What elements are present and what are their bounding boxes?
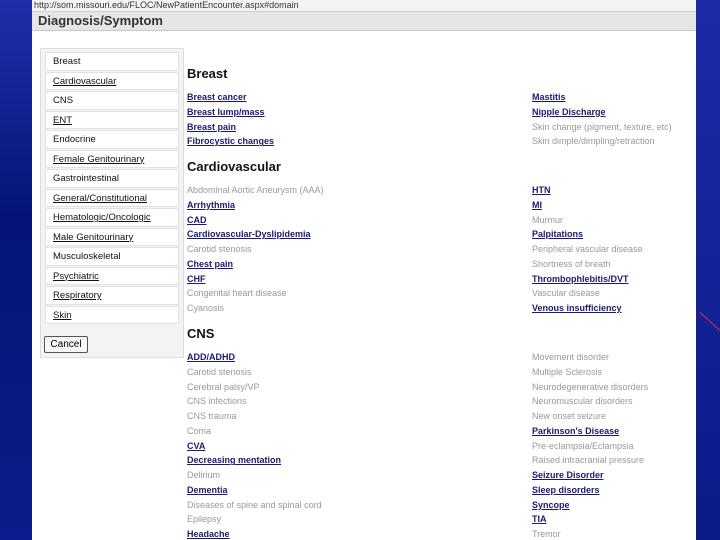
right-column — [532, 350, 692, 540]
diagnosis-item: Abdominal Aortic Aneurysm (AAA) — [187, 185, 324, 195]
diagnosis-item: Diseases of spine and spinal cord — [187, 499, 322, 510]
left-column — [187, 183, 487, 316]
left-column — [187, 350, 487, 540]
cancel-button[interactable]: Cancel — [44, 336, 88, 353]
diagnosis-item: Neurodegenerative disorders — [532, 381, 649, 392]
sidebar-item-endocrine[interactable]: Endocrine — [45, 130, 179, 149]
diagnosis-link[interactable]: CAD — [187, 214, 207, 225]
diagnosis-link[interactable]: Cardiovascular-Dyslipidemia — [187, 229, 311, 240]
diagnosis-link[interactable]: Headache — [187, 529, 230, 539]
diagnosis-item: CNS trauma — [187, 411, 237, 421]
diagnosis-link[interactable]: Breast lump/mass — [187, 106, 265, 117]
sidebar-item-ent[interactable]: ENT — [45, 111, 179, 130]
sidebar-item-female-genitourinary[interactable]: Female Genitourinary — [45, 150, 179, 169]
diagnosis-link[interactable]: CVA — [187, 440, 206, 451]
diagnosis-item: Tremor — [532, 529, 561, 539]
diagnosis-item: Epilepsy — [187, 514, 222, 525]
sidebar-item-male-genitourinary[interactable]: Male Genitourinary — [45, 228, 179, 247]
diagnosis-item: Raised intracranial pressure — [532, 455, 645, 466]
diagnosis-link[interactable]: Nipple Discharge — [532, 106, 606, 117]
diagnosis-link[interactable]: Thrombophlebitis/DVT — [532, 273, 629, 284]
diagnosis-link[interactable]: Arrhythmia — [187, 199, 236, 210]
diagnosis-item: Vascular disease — [532, 288, 600, 299]
diagnosis-item: Neuromuscular disorders — [532, 396, 633, 407]
diagnosis-item: Murmur — [532, 214, 563, 225]
diagnosis-item: Delirium — [187, 470, 221, 480]
sidebar-item-respiratory[interactable]: Respiratory — [45, 286, 179, 305]
section-heading: CNS — [187, 326, 215, 341]
diagnosis-item: Multiple Sclerosis — [532, 366, 603, 377]
diagnosis-link[interactable]: Mastitis — [532, 92, 566, 102]
right-column — [532, 183, 692, 316]
diagnosis-link[interactable]: Dementia — [187, 484, 228, 495]
diagnosis-item: CNS infections — [187, 396, 247, 407]
browser-window — [32, 0, 696, 540]
section-breast — [187, 66, 692, 147]
sidebar-item-cns[interactable]: CNS — [45, 91, 179, 110]
diagnosis-item: Carotid stenosis — [187, 244, 252, 254]
diagnosis-link[interactable]: Breast cancer — [187, 92, 247, 102]
diagnosis-item: Carotid stenosis — [187, 366, 252, 377]
left-column — [187, 90, 487, 149]
sidebar-item-psychiatric[interactable]: Psychiatric — [45, 267, 179, 286]
diagnosis-item: Congenital heart disease — [187, 288, 287, 299]
sidebar-item-skin[interactable]: Skin — [45, 306, 179, 325]
slide-background-left — [0, 0, 32, 540]
page-header — [32, 12, 696, 31]
diagnosis-link[interactable]: Syncope — [532, 499, 570, 510]
slide-background-right — [696, 0, 720, 540]
diagnosis-item: New onset seizure — [532, 411, 607, 421]
address-bar[interactable] — [32, 0, 696, 12]
section-heading: Breast — [187, 66, 228, 81]
diagnosis-item: Pre-eclampsia/Eclampsia — [532, 440, 634, 451]
sidebar-item-hematologic-oncologic[interactable]: Hematologic/Oncologic — [45, 208, 179, 227]
section-heading: Cardiovascular — [187, 159, 281, 174]
diagnosis-link[interactable]: ADD/ADHD — [187, 352, 235, 362]
sidebar-item-general-constitutional[interactable]: General/Constitutional — [45, 189, 179, 208]
diagnosis-link[interactable]: Venous insufficiency — [532, 303, 622, 313]
diagnosis-link[interactable]: HTN — [532, 185, 551, 195]
diagnosis-link[interactable]: Chest pain — [187, 258, 234, 269]
diagnosis-link[interactable]: TIA — [532, 514, 547, 525]
diagnosis-item: Cerebral palsy/VP — [187, 381, 260, 392]
diagnosis-item: Skin change (pigment, texture, etc) — [532, 121, 672, 132]
url-text: http://som.missouri.edu/FLOC/NewPatientEncounter.aspx#domain — [34, 0, 299, 10]
diagnosis-link[interactable]: Palpitations — [532, 229, 584, 240]
diagnosis-item: Coma — [187, 425, 212, 436]
right-column — [532, 90, 692, 149]
page-title: Diagnosis/Symptom — [38, 13, 163, 28]
diagnosis-item: Cyanosis — [187, 303, 225, 313]
sidebar-item-cardiovascular[interactable]: Cardiovascular — [45, 72, 179, 91]
diagnosis-link[interactable]: Breast pain — [187, 121, 237, 132]
section-cns — [187, 326, 692, 539]
diagnosis-link[interactable]: Seizure Disorder — [532, 470, 604, 480]
diagnosis-item: Skin dimple/dimpling/retraction — [532, 136, 655, 147]
diagnosis-link[interactable]: Sleep disorders — [532, 484, 600, 495]
sidebar-item-gastrointestinal[interactable]: Gastrointestinal — [45, 169, 179, 188]
sidebar-item-musculoskeletal[interactable]: Musculoskeletal — [45, 247, 179, 266]
category-list — [45, 52, 179, 325]
diagnosis-item: Peripheral vascular disease — [532, 244, 643, 254]
section-cardiovascular — [187, 159, 692, 313]
diagnosis-link[interactable]: Parkinson's Disease — [532, 425, 620, 436]
diagnosis-link[interactable]: MI — [532, 199, 542, 210]
category-sidebar — [40, 48, 184, 358]
diagnosis-link[interactable]: Decreasing mentation — [187, 455, 282, 466]
diagnosis-link[interactable]: CHF — [187, 273, 206, 284]
diagnosis-item: Shortness of breath — [532, 258, 611, 269]
sidebar-item-breast[interactable]: Breast — [45, 52, 179, 71]
diagnosis-item: Movement disorder — [532, 352, 610, 362]
diagnosis-link[interactable]: Fibrocystic changes — [187, 136, 275, 147]
